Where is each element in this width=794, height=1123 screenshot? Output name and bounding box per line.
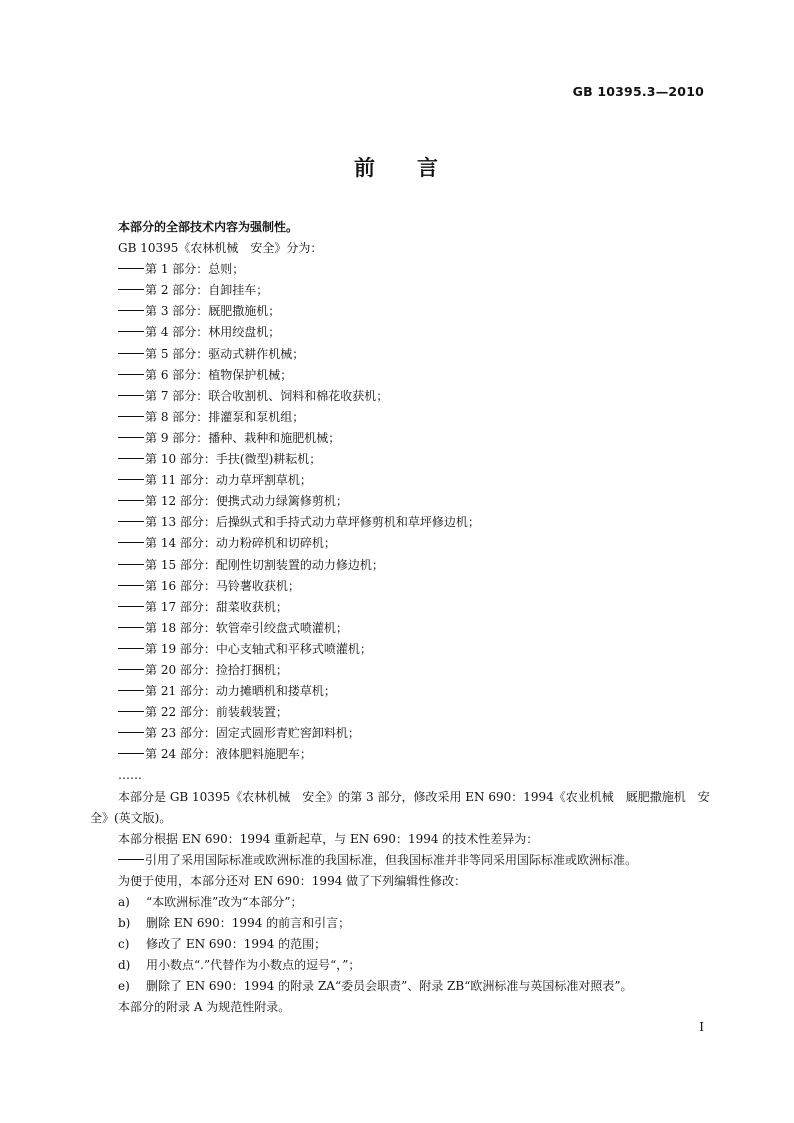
dash-mark	[118, 268, 144, 269]
dash-mark	[118, 648, 144, 649]
list-item: 第 11 部分：动力草坪割草机；	[90, 470, 710, 491]
annex-statement: 本部分的附录 A 为规范性附录。	[118, 1000, 291, 1015]
dash-mark	[118, 564, 144, 565]
mandatory-statement: 本部分的全部技术内容为强制性。	[118, 220, 299, 234]
list-item: c) 修改了 EN 690：1994 的范围；	[118, 937, 327, 952]
list-item: 第 21 部分：动力摊晒机和搂草机；	[90, 681, 710, 702]
parts-list	[90, 259, 710, 765]
technical-difference: 引用了采用国际标准或欧洲标准的我国标准，但我国标准并非等同采用国际标准或欧洲标准。	[90, 850, 710, 871]
list-item: a) “本欧洲标准”改为“本部分”；	[118, 895, 303, 909]
list-item: 第 4 部分：林用绞盘机；	[90, 322, 710, 343]
dash-mark	[118, 711, 144, 712]
list-item: 第 22 部分：前装载装置；	[90, 702, 710, 723]
list-item: 第 1 部分：总则；	[90, 259, 710, 280]
drafting-statement: 本部分根据 EN 690：1994 重新起草，与 EN 690：1994 的技术性差异为：	[118, 831, 539, 846]
dash-mark	[118, 458, 144, 459]
dash-mark	[118, 542, 144, 543]
list-item: 第 13 部分：后操纵式和手持式动力草坪修剪机和草坪修边机；	[90, 512, 710, 533]
adoption-statement: 本部分是 GB 10395《农林机械 安全》的第 3 部分，修改采用 EN 690：1994《农业机械 厩肥撒施机 安全》(英文版)。	[90, 789, 710, 825]
list-item: 第 5 部分：驱动式耕作机械；	[90, 344, 710, 365]
dash-mark	[118, 331, 144, 332]
dash-mark	[118, 753, 144, 754]
ellipsis: ……	[118, 768, 142, 783]
dash-mark	[118, 500, 144, 501]
dash-mark	[118, 585, 144, 586]
list-item: 第 18 部分：软管牵引绞盘式喷灌机；	[90, 618, 710, 639]
list-item: 第 14 部分：动力粉碎机和切碎机；	[90, 533, 710, 554]
list-item: 第 6 部分：植物保护机械；	[90, 365, 710, 386]
dash-mark	[118, 859, 144, 860]
list-item: 第 8 部分：排灌泵和泵机组；	[90, 407, 710, 428]
list-item: 第 2 部分：自卸挂车；	[90, 280, 710, 301]
dash-mark	[118, 374, 144, 375]
list-item: 第 3 部分：厩肥撒施机；	[90, 301, 710, 322]
list-item: 第 23 部分：固定式圆形青贮窖卸料机；	[90, 723, 710, 744]
dash-mark	[118, 732, 144, 733]
list-item: 第 12 部分：便携式动力绿篱修剪机；	[90, 491, 710, 512]
list-item: 第 15 部分：配刚性切割装置的动力修边机；	[90, 555, 710, 576]
page-title	[0, 152, 794, 182]
list-item: 第 17 部分：甜菜收获机；	[90, 597, 710, 618]
list-item: 第 20 部分：捡拾打捆机；	[90, 660, 710, 681]
list-item: 第 19 部分：中心支轴式和平移式喷灌机；	[90, 639, 710, 660]
list-item: 第 9 部分：播种、栽种和施肥机械；	[90, 428, 710, 449]
dash-mark	[118, 627, 144, 628]
list-item: 第 10 部分：手扶(微型)耕耘机；	[90, 449, 710, 470]
list-item: 第 7 部分：联合收割机、饲料和棉花收获机；	[90, 386, 710, 407]
standard-code: GB 10395.3—2010	[572, 84, 704, 99]
dash-mark	[118, 437, 144, 438]
dash-mark	[118, 690, 144, 691]
list-item: d) 用小数点“.”代替作为小数点的逗号“，”；	[118, 958, 361, 973]
list-item: 第 16 部分：马铃薯收获机；	[90, 576, 710, 597]
page-number: I	[699, 1020, 704, 1034]
dash-mark	[118, 521, 144, 522]
dash-mark	[118, 669, 144, 670]
list-item: 第 24 部分：液体肥料施肥车；	[90, 744, 710, 765]
dash-mark	[118, 395, 144, 396]
dash-mark	[118, 310, 144, 311]
series-statement: GB 10395《农林机械 安全》分为：	[118, 241, 323, 256]
dash-mark	[118, 479, 144, 480]
editorial-intro: 为便于使用，本部分还对 EN 690：1994 做了下列编辑性修改：	[118, 873, 467, 888]
dash-mark	[118, 606, 144, 607]
title-char-1: 前	[354, 156, 377, 180]
dash-mark	[118, 416, 144, 417]
document-body	[90, 217, 710, 1019]
list-item: b) 删除 EN 690：1994 的前言和引言；	[118, 916, 351, 931]
dash-mark	[118, 289, 144, 290]
list-item: e) 删除了 EN 690：1994 的附录 ZA“委员会职责”、附录 ZB“欧洲标准与英国标准对照表”。	[118, 979, 633, 994]
title-char-2: 言	[417, 156, 440, 180]
dash-mark	[118, 353, 144, 354]
editorial-list	[90, 892, 710, 997]
